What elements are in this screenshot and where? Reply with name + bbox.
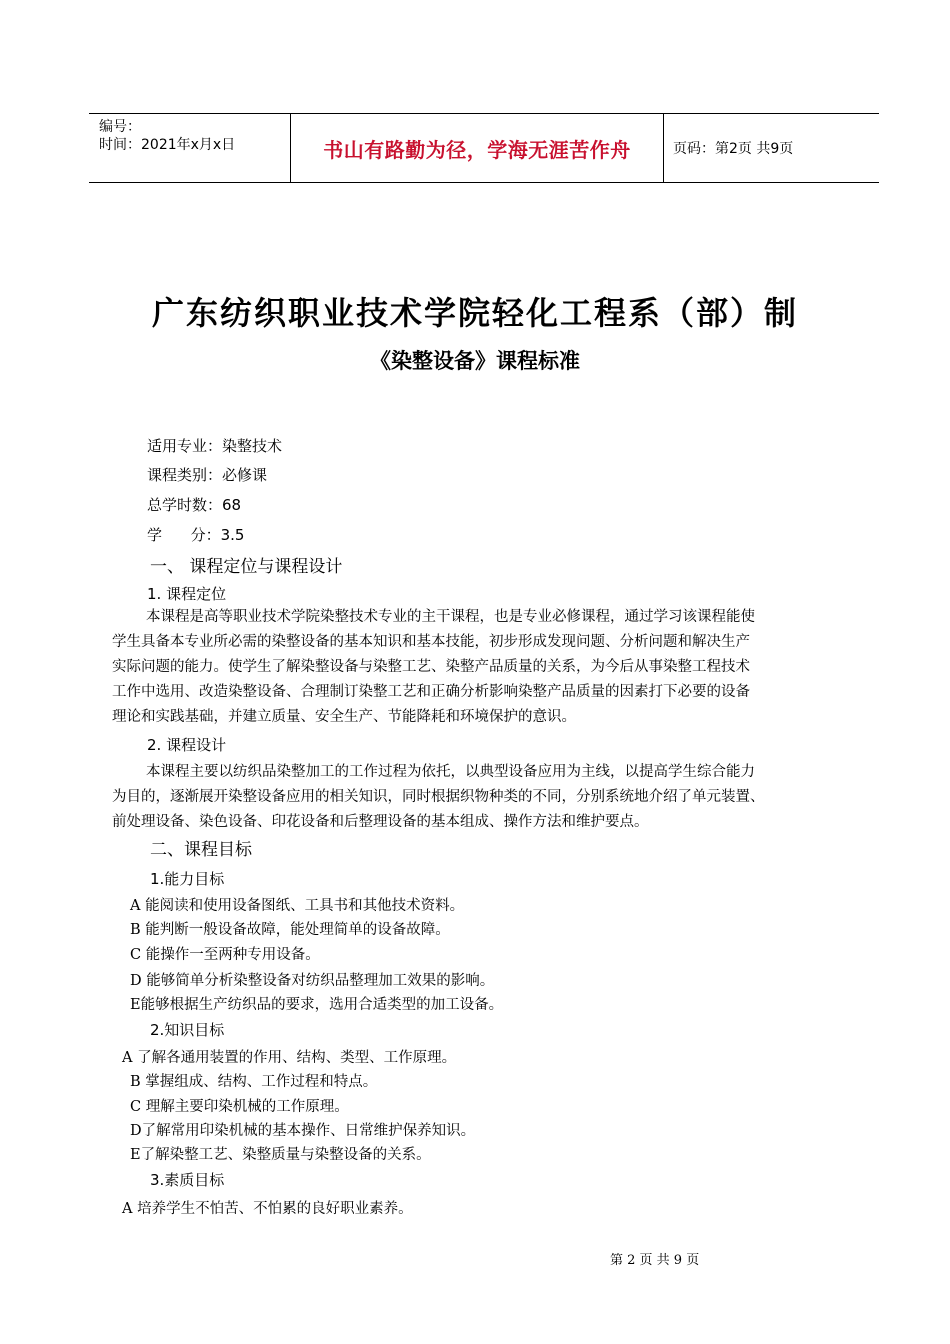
time-label: 时间：2021年x月x日 [99, 137, 236, 153]
list-item: B 掌握组成、结构、工作过程和特点。 [130, 1074, 378, 1090]
header-motto-cell [291, 114, 664, 182]
meta-credit-value: 3.5 [220, 526, 245, 544]
list-item: B 能判断一般设备故障，能处理简单的设备故障。 [130, 922, 450, 938]
meta-credit [147, 524, 244, 545]
para-line: 为目的，逐渐展开染整设备应用的相关知识，同时根据织物种类的不同，分别系统地介绍了单元装置、 [112, 789, 765, 805]
page-title: 广东纺织职业技术学院轻化工程系（部）制 [151, 294, 798, 332]
page-footer: 第 2 页 共 9 页 [610, 1253, 700, 1268]
list-item: E了解染整工艺、染整质量与染整设备的关系。 [130, 1147, 431, 1163]
number-label: 编号： [99, 119, 141, 135]
page-label: 页码：第2页 共9页 [673, 141, 794, 157]
section1-heading: 一、 课程定位与课程设计 [150, 557, 343, 577]
section2-heading: 二、课程目标 [150, 840, 252, 860]
para-line: 实际问题的能力。使学生了解染整设备与染整工艺、染整产品质量的关系，为今后从事染整工程技术 [112, 659, 750, 675]
list-item: C 能操作一至两种专用设备。 [130, 947, 320, 963]
list-item: D 能够简单分析染整设备对纺织品整理加工效果的影响。 [130, 973, 495, 989]
para-line: 前处理设备、染色设备、印花设备和后整理设备的基本组成、操作方法和维护要点。 [112, 814, 649, 830]
list-item: C 理解主要印染机械的工作原理。 [130, 1099, 349, 1115]
list-item: E能够根据生产纺织品的要求，选用合适类型的加工设备。 [130, 997, 504, 1013]
section1-para1 [112, 605, 755, 730]
section1-sub2: 2. 课程设计 [147, 736, 227, 754]
page-subtitle: 《染整设备》课程标准 [370, 349, 580, 373]
header-left-cell [89, 114, 291, 182]
list-item: A 能阅读和使用设备图纸、工具书和其他技术资料。 [130, 898, 465, 914]
section1-sub1: 1. 课程定位 [147, 585, 227, 603]
header-table [89, 113, 879, 183]
ability-heading: 1.能力目标 [150, 870, 225, 888]
section1-para2 [112, 760, 765, 835]
meta-credit-label: 学 分： [147, 526, 221, 544]
motto: 书山有路勤为径，学海无涯苦作舟 [323, 138, 631, 162]
para-line: 本课程主要以纺织品染整加工的工作过程为依托，以典型设备应用为主线，以提高学生综合能力 [146, 764, 755, 780]
para-line: 工作中选用、改造染整设备、合理制订染整工艺和正确分析影响染整产品质量的因素打下必要的设备 [112, 684, 750, 700]
meta-hours: 总学时数：68 [147, 496, 242, 514]
knowledge-heading: 2.知识目标 [150, 1021, 225, 1039]
list-item: A 培养学生不怕苦、不怕累的良好职业素养。 [122, 1201, 413, 1217]
list-item: A 了解各通用装置的作用、结构、类型、工作原理。 [122, 1050, 457, 1066]
meta-major: 适用专业：染整技术 [147, 437, 283, 455]
para-line: 本课程是高等职业技术学院染整技术专业的主干课程，也是专业必修课程，通过学习该课程能使 [146, 609, 755, 625]
para-line: 学生具备本专业所必需的染整设备的基本知识和基本技能，初步形成发现问题、分析问题和解决生产 [112, 634, 750, 650]
quality-heading: 3.素质目标 [150, 1171, 225, 1189]
para-line: 理论和实践基础，并建立质量、安全生产、节能降耗和环境保护的意识。 [112, 709, 576, 725]
header-right-cell [664, 114, 879, 182]
meta-category: 课程类别：必修课 [147, 466, 268, 484]
list-item: D了解常用印染机械的基本操作、日常维护保养知识。 [130, 1123, 476, 1139]
